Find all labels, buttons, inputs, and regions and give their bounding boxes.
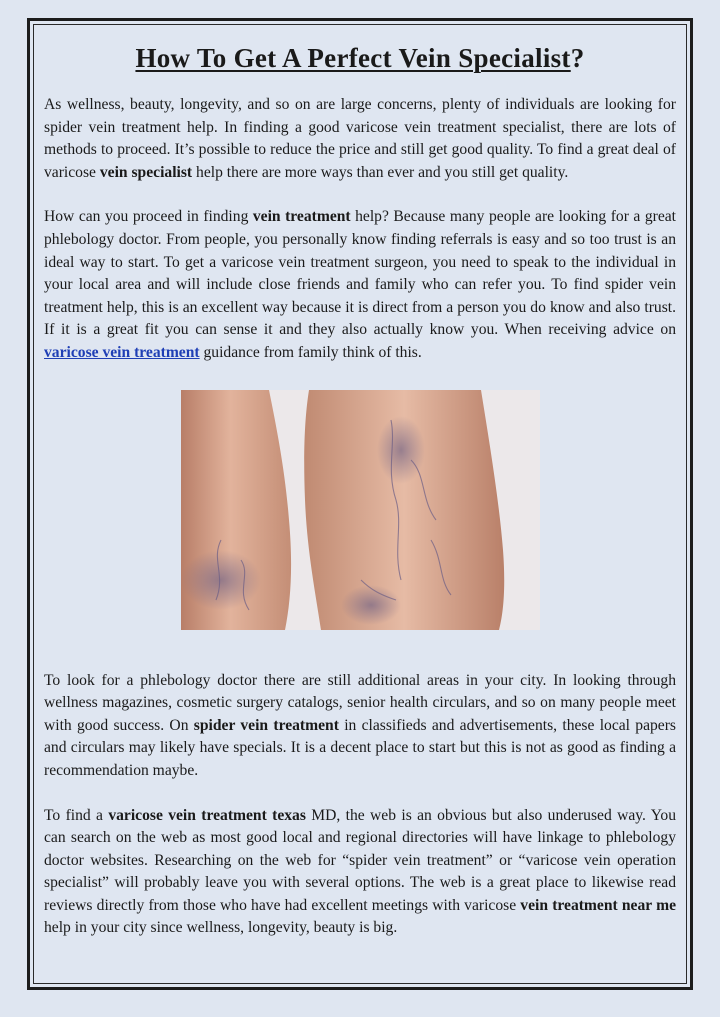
paragraph-2-text-end: guidance from family think of this. <box>199 343 422 361</box>
paragraph-3 <box>44 670 676 783</box>
paragraph-1-text: As wellness, beauty, longevity, and so on are large concerns, plenty of individuals are looking for spider vein treatment help. In finding a good varicose vein treatment specialist, there are lots of methods to proceed. It’s possible to reduce the price and still get good quality. To find a great deal of varicose <box>44 96 676 181</box>
keyword-vein-specialist: vein specialist <box>99 163 193 181</box>
legs-illustration <box>181 390 540 630</box>
paragraph-4-text: To find a <box>44 806 109 824</box>
keyword-vein-treatment: vein treatment <box>252 208 351 226</box>
paragraph-3-text: To look for a phlebology doctor there are still additional areas in your city. In looking through wellness magazines, cosmetic surgery catalogs, senior health circulars, and so on many people meet with good success. On <box>44 671 676 734</box>
varicose-vein-treatment-link[interactable]: varicose vein treatment <box>44 343 200 361</box>
title-text: How To Get A Perfect Vein Specialist <box>135 43 571 73</box>
paragraph-3-text-end: in classifieds and advertisements, these local papers and circulars may likely have specials. It is a decent place to start but this is not as good as finding a recommendation maybe. <box>44 716 676 779</box>
paragraph-2-text: How can you proceed in finding <box>44 208 253 226</box>
keyword-spider-vein-treatment: spider vein treatment <box>193 716 339 734</box>
article <box>44 30 676 940</box>
paragraph-1 <box>44 94 676 184</box>
paragraph-1-text-end: help there are more ways than ever and you still get quality. <box>192 163 569 181</box>
keyword-vein-treatment-near-me: vein treatment near me <box>520 896 676 914</box>
title-suffix: ? <box>570 43 585 73</box>
legs-veins-photo <box>181 390 540 630</box>
paragraph-2 <box>44 206 676 364</box>
keyword-varicose-vein-treatment-texas: varicose vein treatment texas <box>108 806 306 824</box>
paragraph-4-text-end: help in your city since wellness, longevity, beauty is big. <box>44 919 398 937</box>
paragraph-4-text-mid: MD, the web is an obvious but also underused way. You can search on the web as most good local and regional directories will have linkage to phlebology doctor websites. Researching on the web for “spider vein treatment” or “varicose vein operation specialist” will probably leave you with several options. The web is a great place to likewise read reviews directly from those who have had excellent meetings with varicose <box>44 806 677 914</box>
page-title <box>44 43 676 74</box>
paragraph-4 <box>44 805 676 941</box>
paragraph-2-text-mid: help? Because many people are looking for a great phlebology doctor. From people, you personally know finding referrals is easy and so too trust is an ideal way to start. To get a varicose vein treatment surgeon, you need to speak to the individual in your local area and will include close friends and family who can refer you. To find spider vein treatment help, this is an excellent way because it is direct from a person you do know and also trust. If it is a great fit you can sense it and they also actually know you. When receiving advice on <box>44 208 676 339</box>
